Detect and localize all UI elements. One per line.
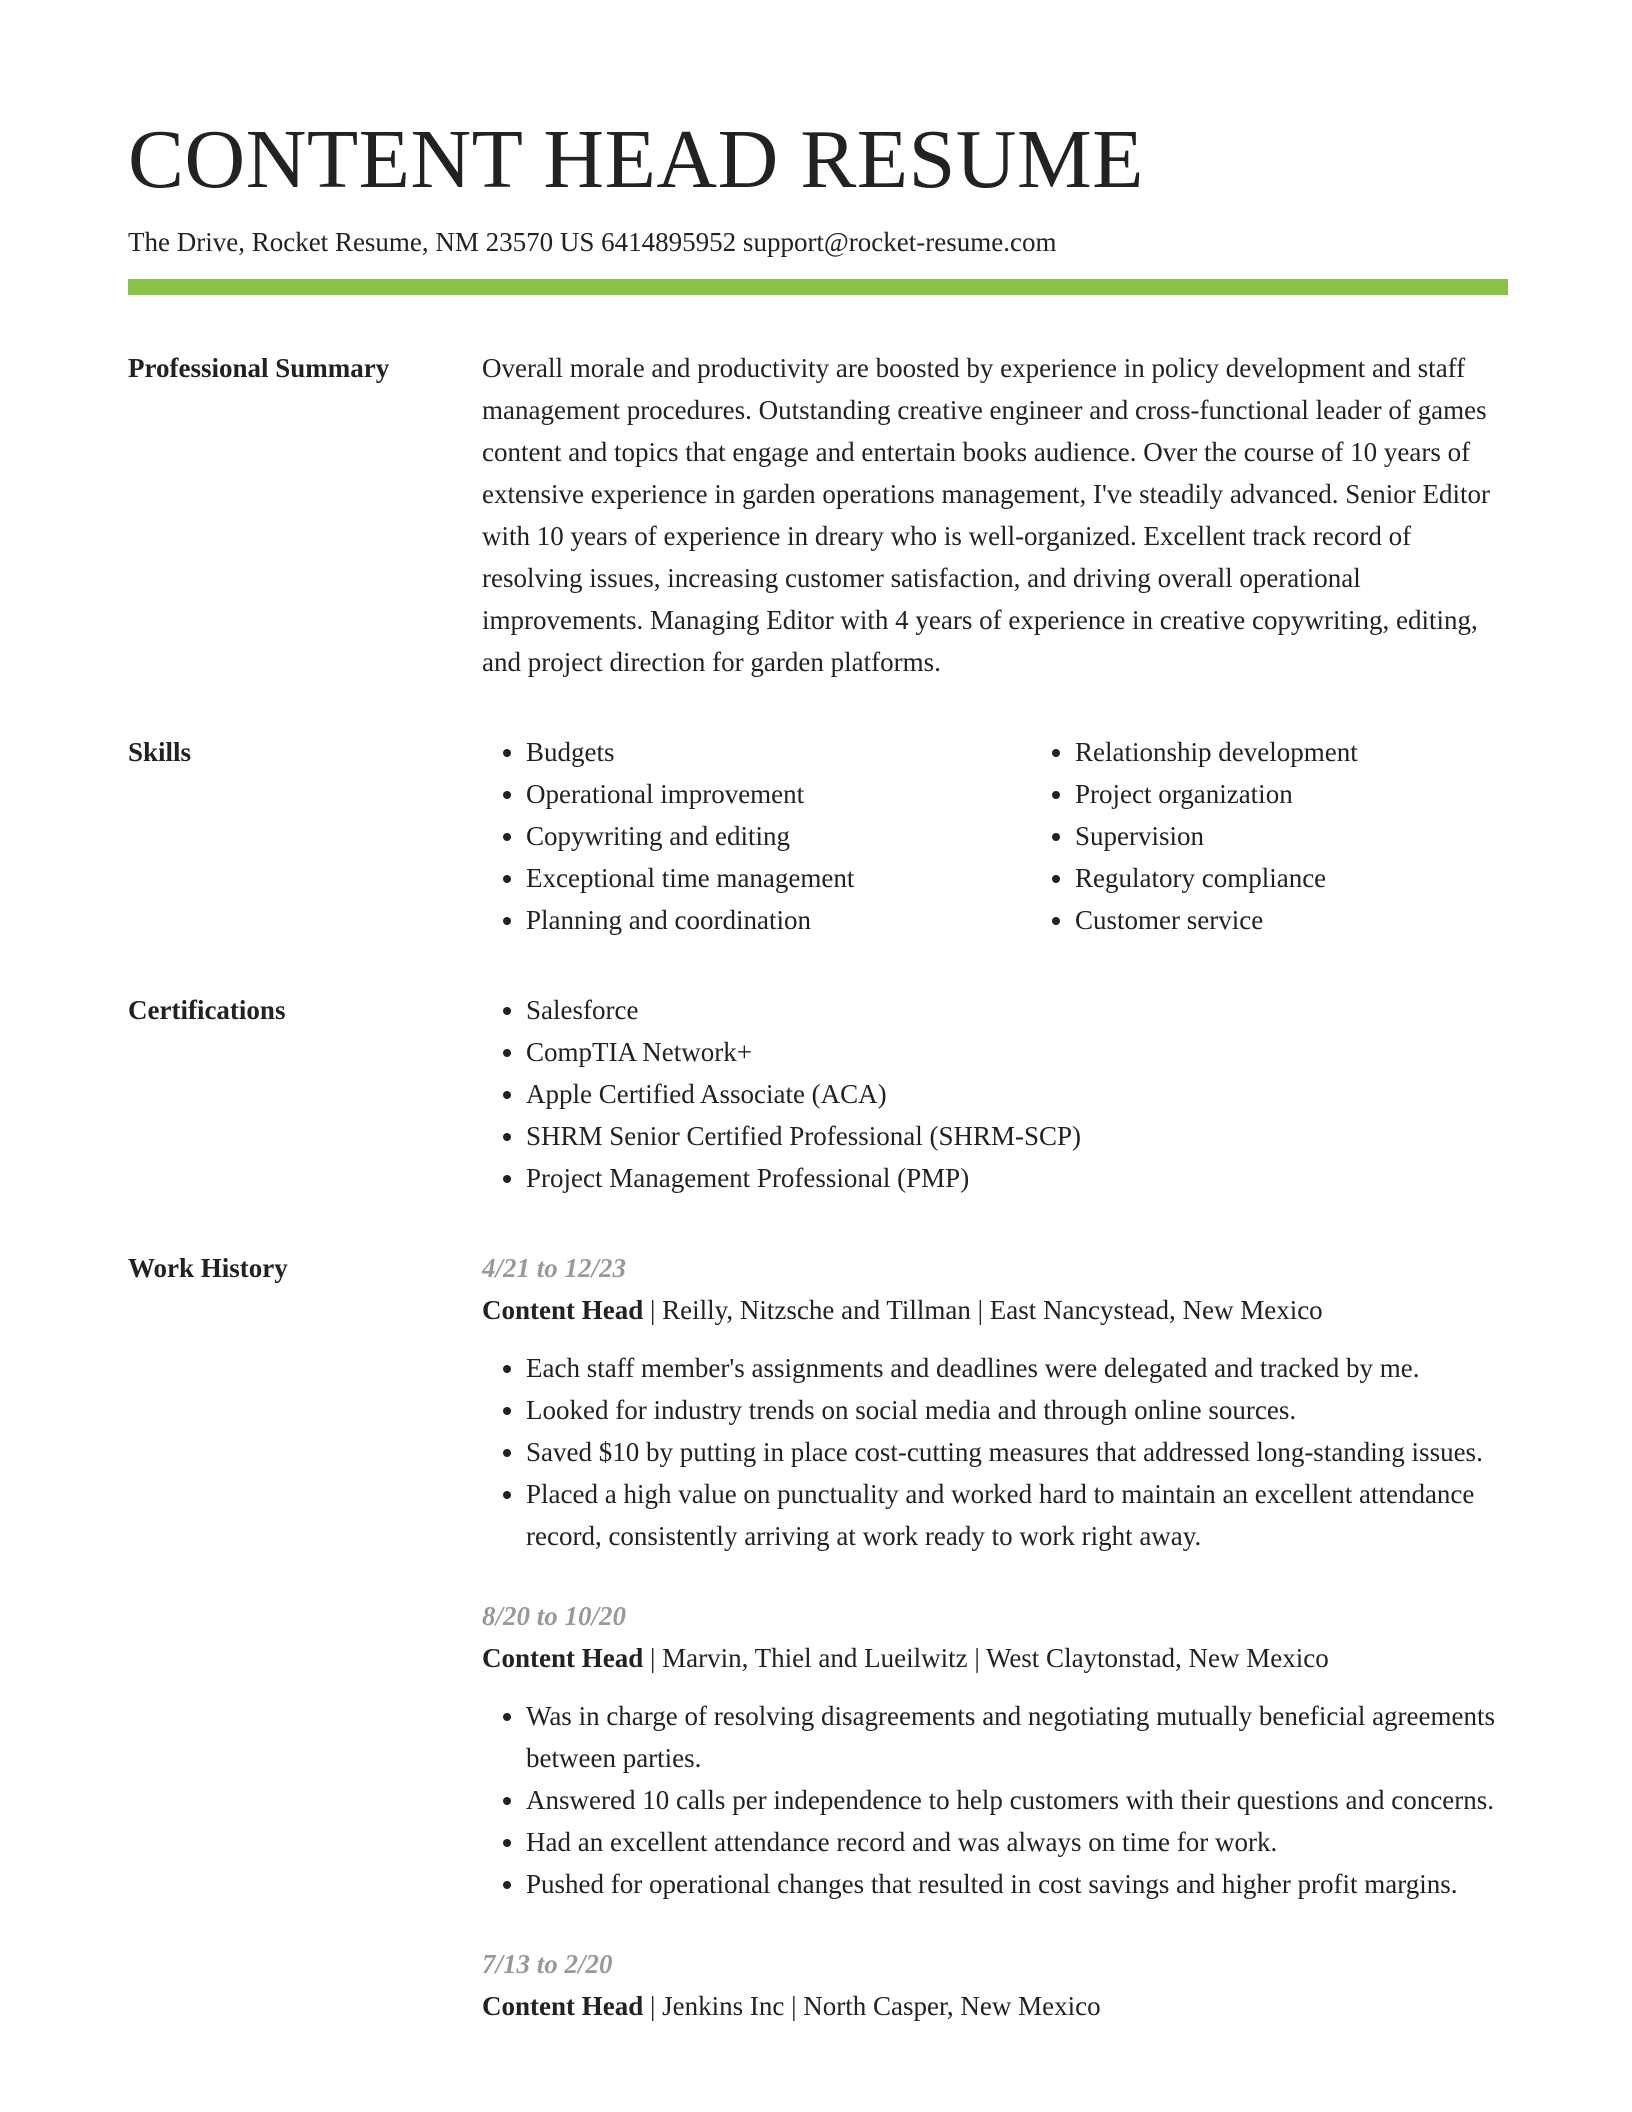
job-bullet: • Each staff member's assignments and deadlines were delegated and tracked by me. bbox=[526, 1347, 1508, 1389]
skill-item: • Copywriting and editing bbox=[526, 815, 1031, 857]
job-entry bbox=[482, 1595, 1508, 1905]
job-bullets bbox=[482, 1347, 1508, 1557]
certifications-list bbox=[482, 989, 1508, 1199]
job-title: Content Head bbox=[482, 1643, 644, 1674]
skill-item: • Customer service bbox=[1075, 899, 1580, 941]
certifications-heading: Certifications bbox=[128, 995, 286, 1026]
job-details: | Reilly, Nitzsche and Tillman | East Nancystead, New Mexico bbox=[643, 1295, 1323, 1326]
skill-item: • Operational improvement bbox=[526, 773, 1031, 815]
job-details: | Jenkins Inc | North Casper, New Mexico bbox=[643, 1991, 1101, 2022]
job-bullets bbox=[482, 1695, 1508, 1905]
job-dates: 7/13 to 2/20 bbox=[482, 1949, 613, 1980]
skill-item: • Budgets bbox=[526, 731, 1031, 773]
skill-item: • Project organization bbox=[1075, 773, 1580, 815]
skill-item: • Exceptional time management bbox=[526, 857, 1031, 899]
job-bullet: • Placed a high value on punctuality and worked hard to maintain an excellent attendance record, consistently arriving at work ready to work right away. bbox=[526, 1473, 1508, 1557]
job-dates: 8/20 to 10/20 bbox=[482, 1601, 627, 1632]
resume-page bbox=[128, 113, 1508, 2065]
certifications-body bbox=[482, 989, 1508, 1199]
job-entry bbox=[482, 1943, 1508, 2027]
skill-item: • Supervision bbox=[1075, 815, 1580, 857]
skill-item: • Planning and coordination bbox=[526, 899, 1031, 941]
summary-text: Overall morale and productivity are boosted by experience in policy development and staff management procedures. Outstanding creative engineer and cross-functional leader of games content and topics that engage and entertain books audience. Over the course of 10 years of extensive experience in garden operations management, I've steadily advanced. Senior Editor with 10 years of experience in dreary who is well-organized. Excellent track record of resolving issues, increasing customer satisfaction, and driving overall operational improvements. Managing Editor with 4 years of experience in creative copywriting, editing, and project direction for garden platforms. bbox=[482, 353, 1490, 678]
certifications-section bbox=[128, 989, 1508, 1199]
job-title-line bbox=[482, 1985, 1508, 2027]
job-entry bbox=[482, 1247, 1508, 1557]
work-history-heading: Work History bbox=[128, 1253, 288, 1284]
job-bullet: • Answered 10 calls per independence to help customers with their questions and concerns. bbox=[526, 1779, 1508, 1821]
job-title-line bbox=[482, 1289, 1508, 1331]
skills-columns bbox=[482, 731, 1580, 941]
header-divider bbox=[128, 279, 1508, 295]
resume-title: CONTENT HEAD RESUME bbox=[128, 113, 1144, 206]
job-bullet: • Looked for industry trends on social media and through online sources. bbox=[526, 1389, 1508, 1431]
skill-item: • Relationship development bbox=[1075, 731, 1580, 773]
summary-heading: Professional Summary bbox=[128, 353, 390, 384]
work-history-section bbox=[128, 1247, 1508, 2065]
skills-list-right bbox=[1031, 731, 1580, 941]
job-bullet: • Was in charge of resolving disagreements and negotiating mutually beneficial agreements between parties. bbox=[526, 1695, 1508, 1779]
certification-item: • Salesforce bbox=[526, 989, 1508, 1031]
job-bullet: • Had an excellent attendance record and was always on time for work. bbox=[526, 1821, 1508, 1863]
job-bullet: • Saved $10 by putting in place cost-cutting measures that addressed long-standing issues. bbox=[526, 1431, 1508, 1473]
certification-item: • SHRM Senior Certified Professional (SHRM-SCP) bbox=[526, 1115, 1508, 1157]
certification-item: • CompTIA Network+ bbox=[526, 1031, 1508, 1073]
skills-list-left bbox=[482, 731, 1031, 941]
job-title-line bbox=[482, 1637, 1508, 1679]
job-title: Content Head bbox=[482, 1295, 644, 1326]
summary-section bbox=[128, 347, 1508, 683]
job-title: Content Head bbox=[482, 1991, 644, 2022]
job-dates: 4/21 to 12/23 bbox=[482, 1253, 627, 1284]
job-bullet: • Pushed for operational changes that resulted in cost savings and higher profit margins. bbox=[526, 1863, 1508, 1905]
contact-line: The Drive, Rocket Resume, NM 23570 US 6414895952 support@rocket-resume.com bbox=[128, 227, 1057, 257]
skill-item: • Regulatory compliance bbox=[1075, 857, 1580, 899]
certification-item: • Project Management Professional (PMP) bbox=[526, 1157, 1508, 1199]
work-history-body bbox=[482, 1247, 1508, 2065]
job-details: | Marvin, Thiel and Lueilwitz | West Claytonstad, New Mexico bbox=[643, 1643, 1329, 1674]
skills-section bbox=[128, 731, 1508, 941]
certification-item: • Apple Certified Associate (ACA) bbox=[526, 1073, 1508, 1115]
skills-heading: Skills bbox=[128, 737, 192, 768]
